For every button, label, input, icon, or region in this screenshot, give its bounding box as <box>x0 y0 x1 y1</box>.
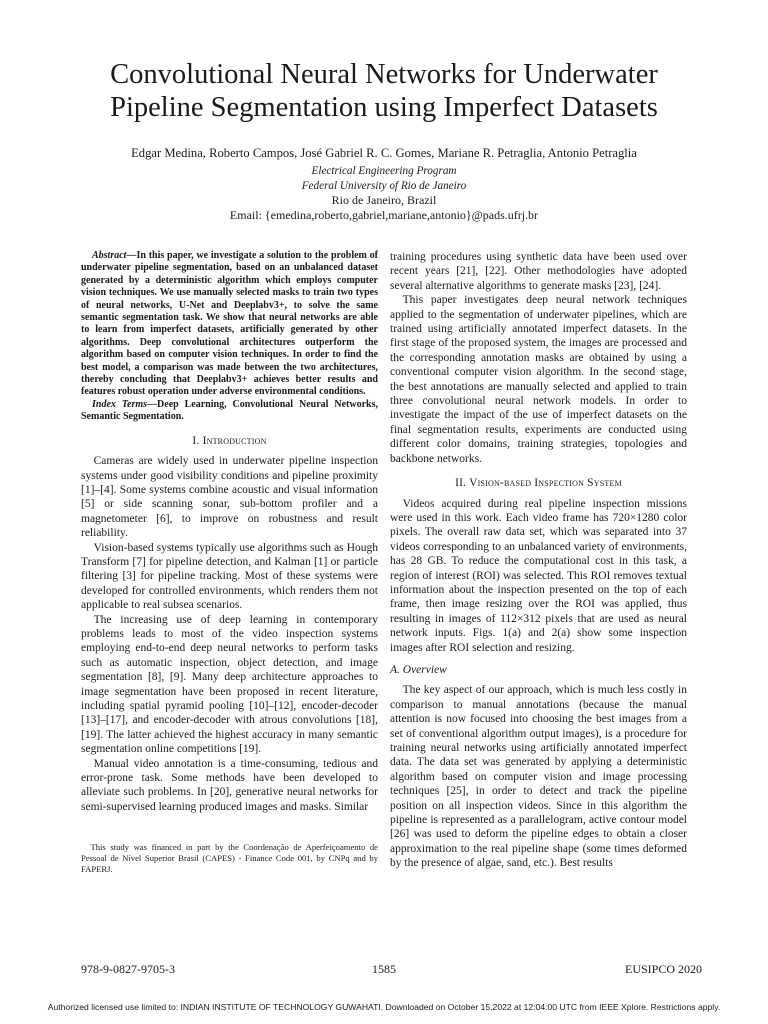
index-terms-text: —Deep Learning, Convolutional Neural Networks, Semantic Segmentation. <box>81 398 378 423</box>
paragraph: Cameras are widely used in underwater pipeline inspection systems under good visibility conditions and pipeline proximity [1]–[4]. Some systems combine acoustic and visual information [5] or side scanning sonar, sub-bottom profiler and a magnetometer [6], to improve on robustness and result reliability. <box>81 455 378 540</box>
title-line-1: Convolutional Neural Networks for Underwater <box>110 59 658 90</box>
license-notice: Authorized licensed use limited to: INDIAN INSTITUTE OF TECHNOLOGY GUWAHATI. Downloaded on October 15,2022 at 12:04:00 UTC from IEEE Xplore. Restrictions apply. <box>47 1002 721 1012</box>
right-column <box>390 250 687 871</box>
title-line-2: Pipeline Segmentation using Imperfect Datasets <box>110 92 658 123</box>
affiliation-location: Rio de Janeiro, Brazil <box>331 193 437 207</box>
index-terms <box>81 399 378 424</box>
subsection-heading-overview: A. Overview <box>390 663 447 676</box>
left-column <box>81 250 378 814</box>
index-terms-lead: Index Terms <box>92 398 148 410</box>
funding-footnote: This study was financed in part by the Coordenação de Aperfeiçoamento de Pessoal de Nível Superior Brasil (CAPES) - Finance Code 001, by CNPq and by FAPERJ. <box>81 842 378 874</box>
footer-isbn: 978-9-0827-9705-3 <box>81 962 175 976</box>
paragraph: The key aspect of our approach, which is much less costly in comparison to manual annotations (because the manual attention is now focused into choosing the best images from a set of conventional algorithm output images), is a procedure for training neural networks using artificially annotated imperfect data. The data set was generated by applying a deterministic algorithm based on computer vision and image processing techniques [25], in order to detect and track the pipeline position on all inspection videos. Since in this algorithm the pipeline is represented as a parallelogram, active contour model [26] was used to deform the pipeline edges to obtain a closer approximation to the real pipeline shape (some times deformed by the presence of algae, sand, etc.). Best results <box>390 684 687 870</box>
footer-conference: EUSIPCO 2020 <box>624 962 702 976</box>
footer-page-number: 1585 <box>372 962 396 976</box>
paragraph: This paper investigates deep neural network techniques applied to the segmentation of underwater pipelines, which are trained using artificially annotated imperfect datasets. In the first stage of the proposed system, the images are processed and the corresponding annotation masks are obtained by using a conventional computer vision algorithm. In the second stage, the best annotations are manually selected and applied to train three convolutional neural network models. In order to investigate the impact of the use of imperfect datasets on the final segmentation results, experiments are conducted using different color domains, training strategies, topologies and backbone networks. <box>390 294 687 465</box>
section-heading-vision-system: II. Vision-based Inspection System <box>455 477 622 490</box>
author-email: Email: {emedina,roberto,gabriel,mariane,antonio}@pads.ufrj.br <box>229 208 539 222</box>
paragraph: Manual video annotation is a time-consuming, tedious and error-prone task. Some methods have been developed to alleviate such problems. In [20], generative neural networks for semi-supervised learning produced images and masks. Similar <box>81 757 378 813</box>
affiliation-university: Federal University of Rio de Janeiro <box>301 180 467 192</box>
section-heading-introduction: I. Introduction <box>192 434 267 447</box>
paragraph: training procedures using synthetic data have been used over recent years [21], [22]. Other methodologies have adopted several alternative algorithms to generate masks [23], [24]. <box>390 251 687 292</box>
abstract-text: —In this paper, we investigate a solution to the problem of underwater pipeline segmentation, based on an unbalanced dataset generated by a deterministic algorithm which employs computer vision techniques. We use manually selected masks to train two types of neural networks, U-Net and Deeplabv3+, to solve the same semantic segmentation task. We show that neural networks are able to learn from imperfect datasets, artificially generated by other algorithms. Deep convolutional architectures outperform the algorithm based on computer vision techniques. In order to find the best model, a comparison was made between the two architectures, thereby concluding that Deeplabv3+ achieves better results and features robust operation under adverse environmental conditions. <box>81 250 378 398</box>
paper-title <box>40 58 728 124</box>
paragraph: The increasing use of deep learning in contemporary problems leads to most of the video inspection systems employing end-to-end deep neural networks to perform tasks such as automatic inspection, object detection, and image segmentation [8], [9]. Many deep architecture approaches to image segmentation have been proposed in recent literature, including spatial pyramid pooling [10]–[12], encoder-decoder [13]–[17], and encoder-decoder with atrous convolutions [18], [19]. The latter achieved the highest accuracy in many semantic segmentation online competitions [19]. <box>81 613 378 756</box>
abstract <box>81 250 378 399</box>
paragraph: Videos acquired during real pipeline inspection missions were used in this work. Each video frame has 720×1280 color pixels. The overall raw data set, which was separated into 37 videos corresponding to an unbalanced variety of environments, has 28 GB. To reduce the computational cost in this task, a region of interest (ROI) was selected. This ROI removes textual information about the inspection presented on the top of each frame, then image resizing over the ROI was applied, thus resulting in images of 112×312 pixels that are used as neural network inputs. Figs. 1(a) and 2(a) show some inspection images after ROI selection and resizing. <box>390 497 687 654</box>
author-list: Edgar Medina, Roberto Campos, José Gabriel R. C. Gomes, Mariane R. Petraglia, Antonio Petraglia <box>131 146 637 160</box>
abstract-lead: Abstract <box>92 250 127 261</box>
affiliation-program: Electrical Engineering Program <box>311 165 457 177</box>
paragraph: Vision-based systems typically use algorithms such as Hough Transform [7] for pipeline detection, and Kalman [1] or particle filtering [3] for pipeline tracking. Most of these systems were developed for controlled environments, which renders them not applicable to real subsea scenarios. <box>81 541 378 612</box>
